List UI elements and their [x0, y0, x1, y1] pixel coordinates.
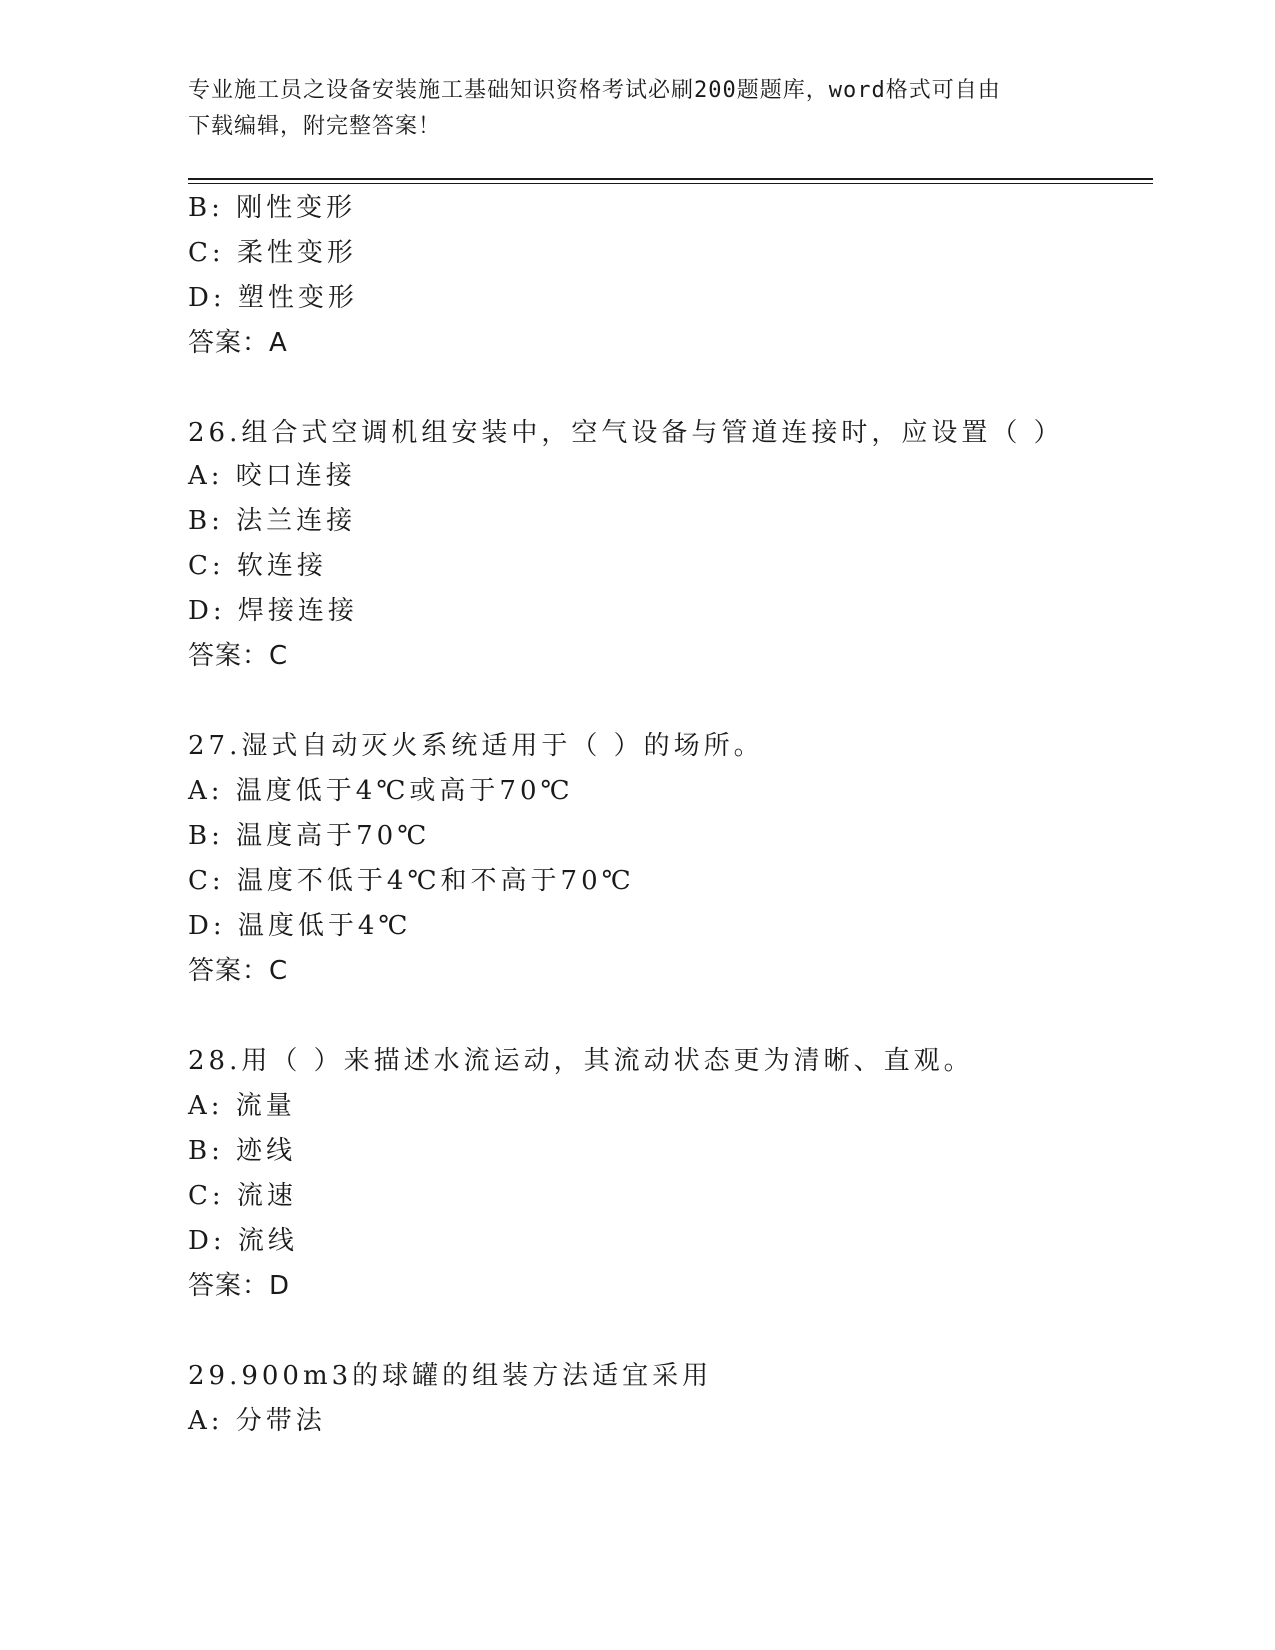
document-header	[188, 73, 1068, 145]
option-c: C: 柔性变形	[188, 238, 357, 268]
answer-line: 答案：A	[188, 328, 288, 358]
header-line-1: 专业施工员之设备安装施工基础知识资格考试必刷200题题库，word格式可自由	[188, 78, 1001, 103]
question-26: 26.组合式空调机组安装中，空气设备与管道连接时，应设置（ ）	[188, 418, 1064, 448]
option-d: D: 焊接连接	[188, 596, 358, 626]
option-c: C: 温度不低于4℃和不高于70℃	[188, 866, 635, 896]
header-line-2: 下载编辑，附完整答案！	[188, 114, 442, 139]
option-c: C: 软连接	[188, 551, 327, 581]
question-27: 27.湿式自动灭火系统适用于（ ）的场所。	[188, 731, 764, 761]
answer-line: 答案：C	[188, 956, 289, 986]
answer-line: 答案：D	[188, 1271, 291, 1301]
option-b: B: 法兰连接	[188, 506, 357, 536]
option-a: A: 温度低于4℃或高于70℃	[188, 776, 574, 806]
option-a: A: 分带法	[188, 1406, 326, 1436]
question-28: 28.用（ ）来描述水流运动，其流动状态更为清晰、直观。	[188, 1046, 974, 1076]
option-b: B: 刚性变形	[188, 193, 357, 223]
option-a: A: 咬口连接	[188, 461, 356, 491]
header-divider-thick	[188, 178, 1153, 180]
option-c: C: 流速	[188, 1181, 297, 1211]
option-b: B: 迹线	[188, 1136, 297, 1166]
option-d: D: 塑性变形	[188, 283, 358, 313]
option-b: B: 温度高于70℃	[188, 821, 431, 851]
option-a: A: 流量	[188, 1091, 296, 1121]
answer-line: 答案：C	[188, 641, 289, 671]
header-divider-thin	[188, 183, 1153, 184]
question-29: 29.900m3的球罐的组装方法适宜采用	[188, 1361, 713, 1391]
option-d: D: 温度低于4℃	[188, 911, 412, 941]
option-d: D: 流线	[188, 1226, 298, 1256]
